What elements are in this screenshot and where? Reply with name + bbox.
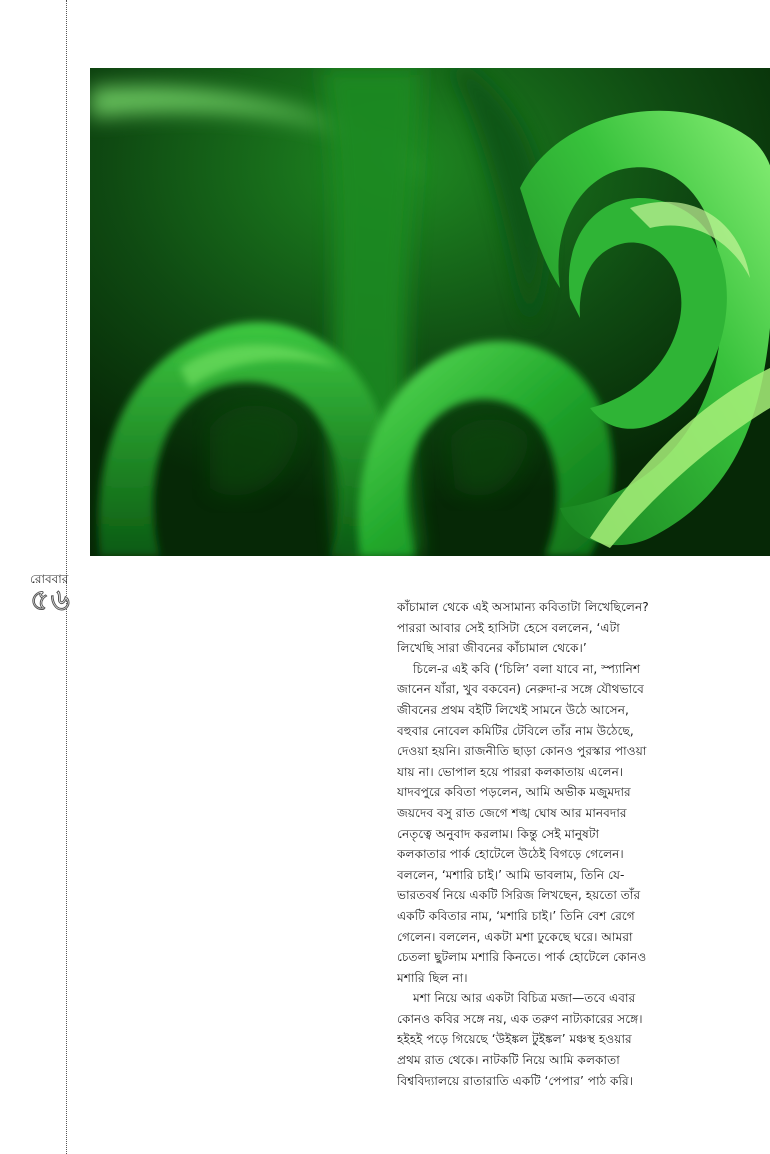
article-text-line: চিলে-র এই কবি (‘চিলি’ বলা যাবে না, স্প্যানিশ <box>413 661 641 676</box>
article-text-line: হইহই পড়ে গিয়েছে ‘উইঙ্কল টুইঙ্কল’ মঞ্চস্থ হওয়ার <box>397 1032 632 1047</box>
article-text-line: গেলেন। বললেন, একটা মশা ঢুকেছে ঘরে। আমরা <box>397 929 633 944</box>
article-text-line: কলকাতার পার্ক হোটেলে উঠেই বিগড়ে গেলেন। <box>397 847 624 862</box>
article-text-line: লিখেছি সারা জীবনের কাঁচামাল থেকে।’ <box>397 641 587 656</box>
article-text-line: বহুবার নোবেল কমিটির টেবিলে তাঁর নাম উঠেছে, <box>397 723 634 738</box>
article-text-line: যাদবপুরে কবিতা পড়লেন, আমি অভীক মজুমদার <box>397 785 631 800</box>
article-text-line: জীবনের প্রথম বইটি লিখেই সামনে উঠে আসেন, <box>397 702 629 717</box>
article-text-line: পাররা আবার সেই হাসিটা হেসে বললেন, ‘এটা <box>397 620 620 635</box>
photo-illustration <box>90 68 770 556</box>
article-text-line: মশা নিয়ে আর একটা বিচিত্র মজা—তবে এবার <box>413 991 636 1006</box>
article-text-line: নেতৃত্বে অনুবাদ করলাম। কিন্তু সেই মানুষটা <box>397 826 600 841</box>
article-body <box>397 597 697 1091</box>
article-text-line: চেতলা ছুটলাম মশারি কিনতে। পার্ক হোটেলে কোনও <box>397 950 647 965</box>
article-text-line: কোনও কবির সঙ্গে নয়, এক তরুণ নাট্যকারের সঙ্গে। <box>397 1011 643 1026</box>
article-text-line: মশারি ছিল না। <box>397 970 468 985</box>
article-text-line: জানেন যাঁরা, খুব বকবেন) নেরুদা-র সঙ্গে যৌথভাবে <box>397 682 644 697</box>
page-number: ৫৬ <box>30 583 71 618</box>
article-text-line: কাঁচামাল থেকে এই অসামান্য কবিতাটা লিখেছিলেন? <box>397 600 649 614</box>
article-text-line: একটি কবিতার নাম, ‘মশারি চাই।’ তিনি বেশ রেগে <box>397 908 635 923</box>
article-text-line: জয়দেব বসু রাত জেগে শঙ্খ ঘোষ আর মানবদার <box>397 805 627 820</box>
article-text-line: বিশ্ববিদ্যালয়ে রাতারাতি একটি ‘পেপার’ পাঠ করি। <box>397 1073 634 1088</box>
article-text-line: বললেন, ‘মশারি চাই।’ আমি ভাবলাম, তিনি যে- <box>397 867 625 882</box>
article-text-line: দেওয়া হয়নি। রাজনীতি ছাড়া কোনও পুরস্কার পাওয়া <box>397 744 647 759</box>
article-text-line: ভারতবর্ষ নিয়ে একটি সিরিজ লিখছেন, হয়তো তাঁর <box>397 888 641 903</box>
magazine-section-label: রোববার <box>30 572 69 586</box>
page-folio <box>30 572 90 616</box>
article-text-line: প্রথম রাত থেকে। নাটকটি নিয়ে আমি কলকাতা <box>397 1053 620 1068</box>
green-curled-leaves-photo <box>90 68 770 556</box>
article-text-line: যায় না। ভোপাল হয়ে পাররা কলকাতায় এলেন। <box>397 764 624 779</box>
